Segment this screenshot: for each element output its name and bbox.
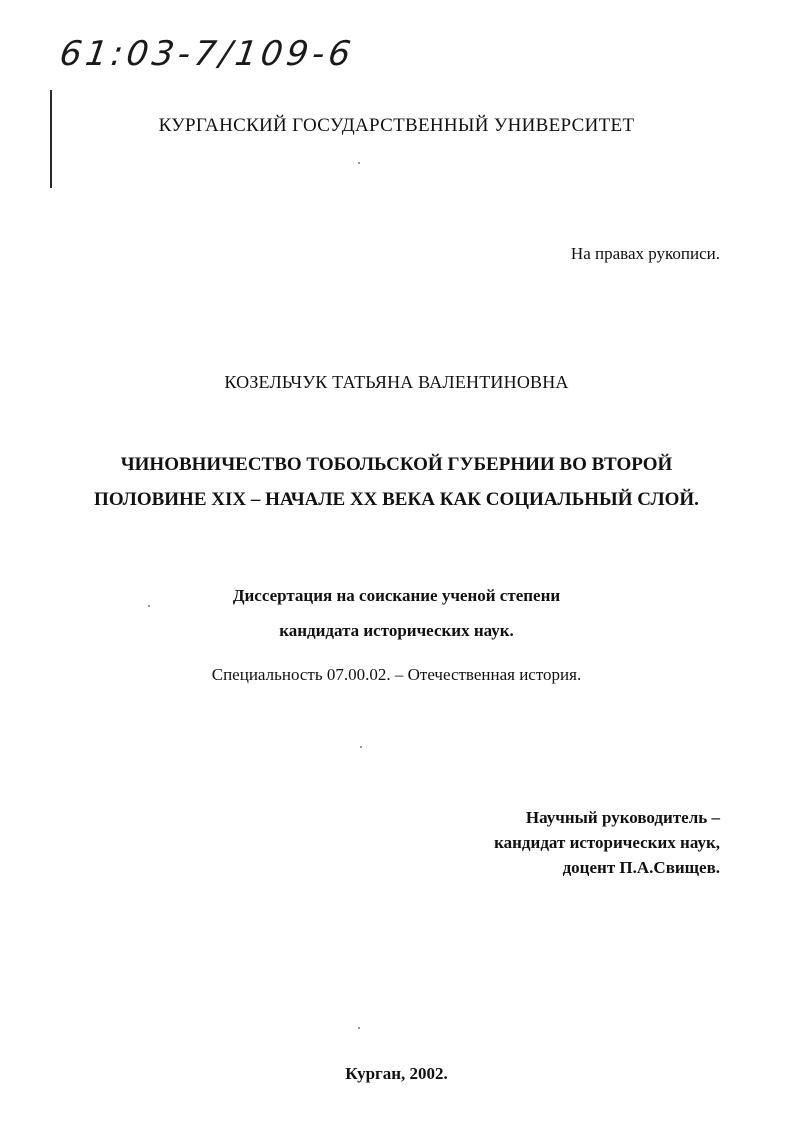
margin-rule bbox=[50, 90, 52, 188]
author-name: КОЗЕЛЬЧУК ТАТЬЯНА ВАЛЕНТИНОВНА bbox=[224, 372, 569, 392]
dissertation-degree bbox=[0, 578, 793, 648]
specialty: Специальность 07.00.02. – Отечественная история. bbox=[211, 665, 582, 684]
scan-speck bbox=[360, 746, 362, 748]
handwritten-catalog-number: 61:03-7/109-6 bbox=[57, 34, 357, 74]
supervisor-line-3: доцент П.А.Свищев. bbox=[562, 858, 720, 877]
degree-line-1: Диссертация на соискание ученой степени bbox=[232, 586, 561, 605]
city-year: Курган, 2002. bbox=[345, 1064, 448, 1083]
supervisor-line-1: Научный руководитель – bbox=[525, 808, 720, 827]
scan-speck bbox=[148, 605, 150, 607]
supervisor-line-2: кандидат исторических наук, bbox=[494, 833, 720, 852]
degree-line-2: кандидата исторических наук. bbox=[279, 621, 514, 640]
scan-speck bbox=[358, 162, 360, 164]
scan-speck bbox=[358, 1027, 360, 1029]
university-name: КУРГАНСКИЙ ГОСУДАРСТВЕННЫЙ УНИВЕРСИТЕТ bbox=[158, 115, 635, 136]
rights-note: На правах рукописи. bbox=[570, 244, 720, 263]
supervisor-block bbox=[494, 805, 720, 880]
title-line-2: ПОЛОВИНЕ XIX – НАЧАЛЕ XX ВЕКА КАК СОЦИАЛЬНЫЙ СЛОЙ. bbox=[94, 489, 699, 510]
title-line-1: ЧИНОВНИЧЕСТВО ТОБОЛЬСКОЙ ГУБЕРНИИ ВО ВТОРОЙ bbox=[120, 454, 673, 475]
dissertation-title bbox=[0, 447, 793, 517]
